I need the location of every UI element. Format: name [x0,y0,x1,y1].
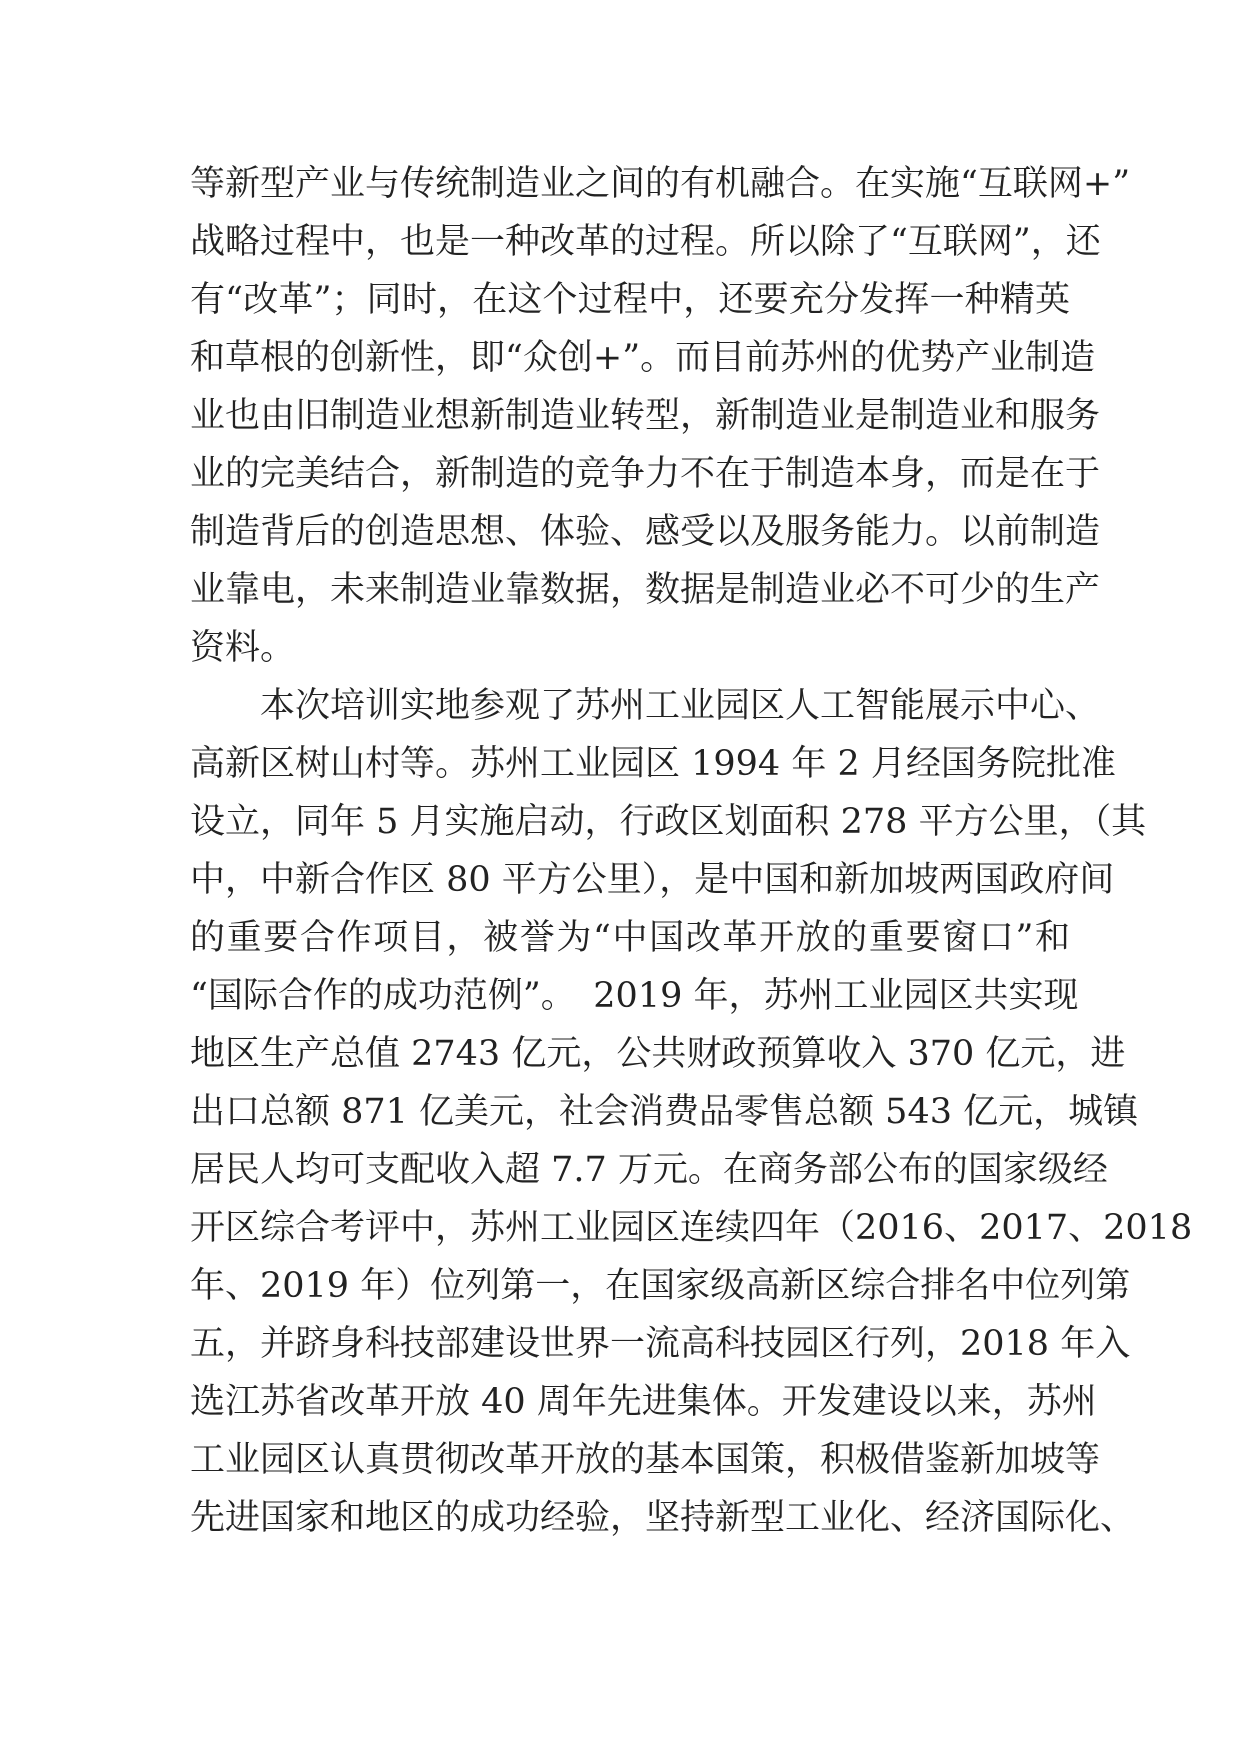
text-line: 开区综合考评中，苏州工业园区连续四年（2016、2017、2018 [190,1208,1193,1248]
text-line: 选江苏省改革开放 40 周年先进集体。开发建设以来，苏州 [190,1382,1097,1422]
text-line: 本次培训实地参观了苏州工业园区人工智能展示中心、 [190,686,1101,726]
text-line: 制造背后的创造思想、体验、感受以及服务能力。以前制造 [190,512,1101,552]
text-line: 业也由旧制造业想新制造业转型，新制造业是制造业和服务 [190,396,1101,436]
text-line: 有“改革”；同时，在这个过程中，还要充分发挥一种精英 [190,280,1070,320]
text-line: 中，中新合作区 80 平方公里），是中国和新加坡两国政府间 [190,860,1115,900]
text-line: 五，并跻身科技部建设世界一流高科技园区行列，2018 年入 [190,1324,1131,1364]
text-line: “国际合作的成功范例”。 2019 年，苏州工业园区共实现 [190,976,1079,1016]
text-line: 和草根的创新性，即“众创+”。而目前苏州的优势产业制造 [190,338,1096,378]
text-line: 工业园区认真贯彻改革开放的基本国策，积极借鉴新加坡等 [190,1440,1101,1480]
text-line: 居民人均可支配收入超 7.7 万元。在商务部公布的国家级经 [190,1150,1108,1190]
text-line: 战略过程中，也是一种改革的过程。所以除了“互联网”，还 [190,222,1101,262]
text-line: 先进国家和地区的成功经验，坚持新型工业化、经济国际化、 [190,1498,1136,1538]
text-line: 业靠电，未来制造业靠数据，数据是制造业必不可少的生产 [190,570,1101,610]
text-line: 年、2019 年）位列第一，在国家级高新区综合排名中位列第 [190,1266,1131,1306]
text-line: 资料。 [190,628,296,668]
text-line: 地区生产总值 2743 亿元，公共财政预算收入 370 亿元，进 [190,1034,1126,1074]
text-line: 出口总额 871 亿美元，社会消费品零售总额 543 亿元，城镇 [190,1092,1139,1132]
text-line: 高新区树山村等。苏州工业园区 1994 年 2 月经国务院批准 [190,744,1116,784]
text-line: 设立，同年 5 月实施启动，行政区划面积 278 平方公里，（其 [190,802,1147,842]
body-text [190,155,1193,1547]
text-line: 等新型产业与传统制造业之间的有机融合。在实施“互联网+” [190,164,1131,204]
text-line: 业的完美结合，新制造的竞争力不在于制造本身，而是在于 [190,454,1101,494]
text-line: 的重要合作项目，被誉为“中国改革开放的重要窗口”和 [190,918,1070,958]
